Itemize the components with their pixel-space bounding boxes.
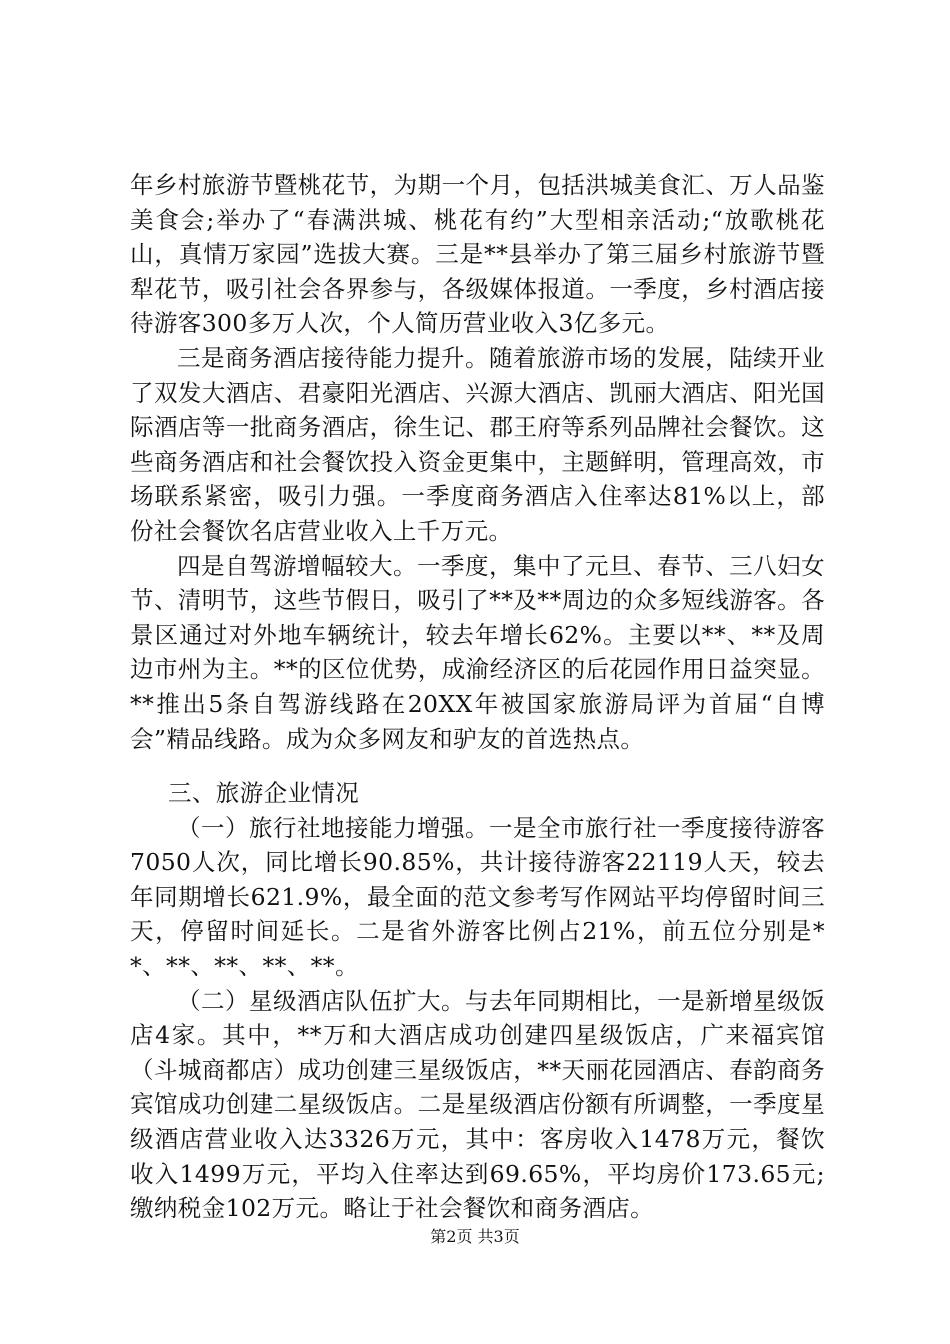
- paragraph-travel-agencies: （一）旅行社地接能力增强。一是全市旅行社一季度接待游客7050人次，同比增长90.85%，共计接待游客22119人天，较去年同期增长621.9%，最全面的范文参考写作网站平均停留时间三天，停留时间延长。二是省外游客比例占21%，前五位分别是**、**、**、**、**。: [130, 813, 825, 981]
- paragraph-self-drive-tourism: 四是自驾游增幅较大。一季度，集中了元旦、春节、三八妇女节、清明节，这些节假日，吸引了**及**周边的众多短线游客。各景区通过对外地车辆统计，较去年增长62%。主要以**、**及周边市州为主。**的区位优势，成渝经济区的后花园作用日益突显。**推出5条自驾游线路在20XX年被国家旅游局评为首届“自博会”精品线路。成为众多网友和驴友的首选热点。: [130, 551, 825, 753]
- document-body: [130, 168, 825, 1226]
- paragraph-business-hotels: 三是商务酒店接待能力提升。随着旅游市场的发展，陆续开业了双发大酒店、君豪阳光酒店、兴源大酒店、凯丽大酒店、阳光国际酒店等一批商务酒店，徐生记、郡王府等系列品牌社会餐饮。这些商务酒店和社会餐饮投入资金更集中，主题鲜明，管理高效，市场联系紧密，吸引力强。一季度商务酒店入住率达81%以上，部份社会餐饮名店营业收入上千万元。: [130, 343, 825, 545]
- section-spacer: [130, 756, 825, 776]
- paragraph-star-hotels: （二）星级酒店队伍扩大。与去年同期相比，一是新增星级饭店4家。其中，**万和大酒店成功创建四星级饭店，广来福宾馆（斗城商都店）成功创建三星级饭店，**天丽花园酒店、春韵商务宾馆成功创建二星级饭店。二是星级酒店份额有所调整，一季度星级酒店营业收入达3326万元，其中：客房收入1478万元，餐饮收入1499万元，平均入住率达到69.65%，平均房价173.65元;缴纳税金102万元。略让于社会餐饮和商务酒店。: [130, 986, 825, 1223]
- section-heading: 三、旅游企业情况: [168, 779, 360, 808]
- paragraph-rural-tourism-continued: 年乡村旅游节暨桃花节，为期一个月，包括洪城美食汇、万人品鉴美食会;举办了“春满洪城、桃花有约”大型相亲活动;“放歌桃花山，真情万家园”选拔大赛。三是**县举办了第三届乡村旅游节暨犁花节，吸引社会各界参与，各级媒体报道。一季度，乡村酒店接待游客300多万人次，个人简历营业收入3亿多元。: [130, 171, 825, 338]
- page-footer: 第2页 共3页: [430, 1227, 520, 1246]
